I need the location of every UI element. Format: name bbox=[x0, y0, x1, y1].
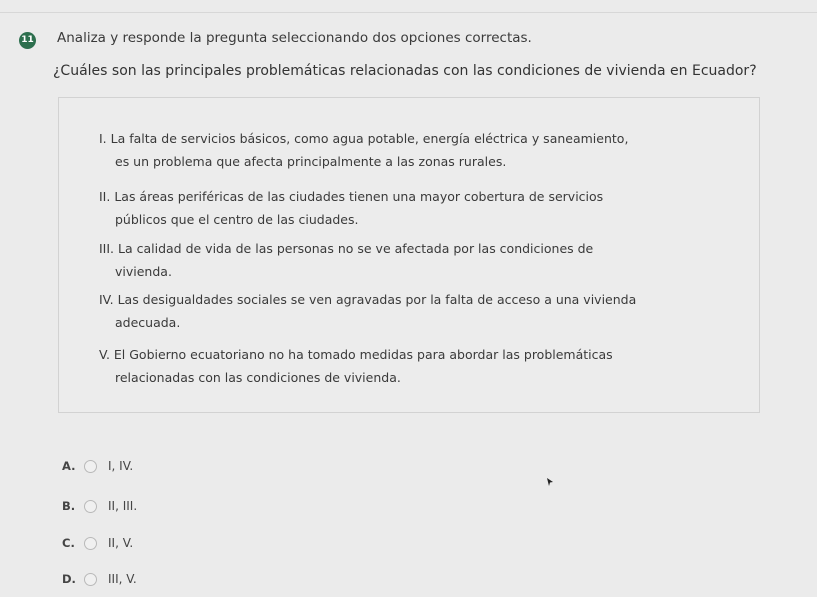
statement-1-line-2: es un problema que afecta principalmente a las zonas rurales. bbox=[115, 154, 507, 169]
question-number-badge: 11 bbox=[19, 32, 36, 49]
statement-1 bbox=[99, 127, 739, 173]
option-c-letter: C. bbox=[62, 536, 75, 550]
option-a-radio[interactable] bbox=[84, 460, 97, 473]
statement-3 bbox=[99, 237, 739, 283]
statement-3-line-1: III. La calidad de vida de las personas no se ve afectada por las condiciones de bbox=[99, 241, 594, 256]
option-c-text: II, V. bbox=[108, 536, 134, 550]
option-c-radio[interactable] bbox=[84, 537, 97, 550]
statement-4 bbox=[99, 288, 739, 334]
statement-5 bbox=[99, 343, 739, 389]
option-b-text: II, III. bbox=[108, 499, 138, 513]
question-instruction: Analiza y responde la pregunta seleccionando dos opciones correctas. bbox=[57, 30, 532, 46]
option-a[interactable] bbox=[62, 457, 133, 475]
statement-5-line-2: relacionadas con las condiciones de vivienda. bbox=[115, 370, 401, 385]
statement-2 bbox=[99, 185, 739, 231]
option-a-text: I, IV. bbox=[108, 459, 134, 473]
statement-2-line-2: públicos que el centro de las ciudades. bbox=[115, 212, 359, 227]
option-b-radio[interactable] bbox=[84, 500, 97, 513]
top-divider bbox=[0, 12, 817, 13]
statement-5-line-1: V. El Gobierno ecuatoriano no ha tomado medidas para abordar las problemáticas bbox=[99, 347, 613, 362]
option-b[interactable] bbox=[62, 497, 137, 515]
option-a-letter: A. bbox=[62, 459, 76, 473]
statement-3-line-2: vivienda. bbox=[115, 264, 172, 279]
option-b-letter: B. bbox=[62, 499, 76, 513]
option-d-letter: D. bbox=[62, 572, 76, 586]
option-d-text: III, V. bbox=[108, 572, 137, 586]
statement-4-line-1: IV. Las desigualdades sociales se ven agravadas por la falta de acceso a una vivienda bbox=[99, 292, 637, 307]
option-d-radio[interactable] bbox=[84, 573, 97, 586]
option-d[interactable] bbox=[62, 570, 137, 588]
statement-4-line-2: adecuada. bbox=[115, 315, 181, 330]
mouse-cursor-icon bbox=[546, 477, 554, 487]
statement-1-line-1: I. La falta de servicios básicos, como agua potable, energía eléctrica y saneamiento, bbox=[99, 131, 629, 146]
option-c[interactable] bbox=[62, 534, 133, 552]
question-prompt: ¿Cuáles son las principales problemáticas relacionadas con las condiciones de vivienda en Ecuador? bbox=[53, 63, 757, 79]
statement-2-line-1: II. Las áreas periféricas de las ciudades tienen una mayor cobertura de servicios bbox=[99, 189, 604, 204]
